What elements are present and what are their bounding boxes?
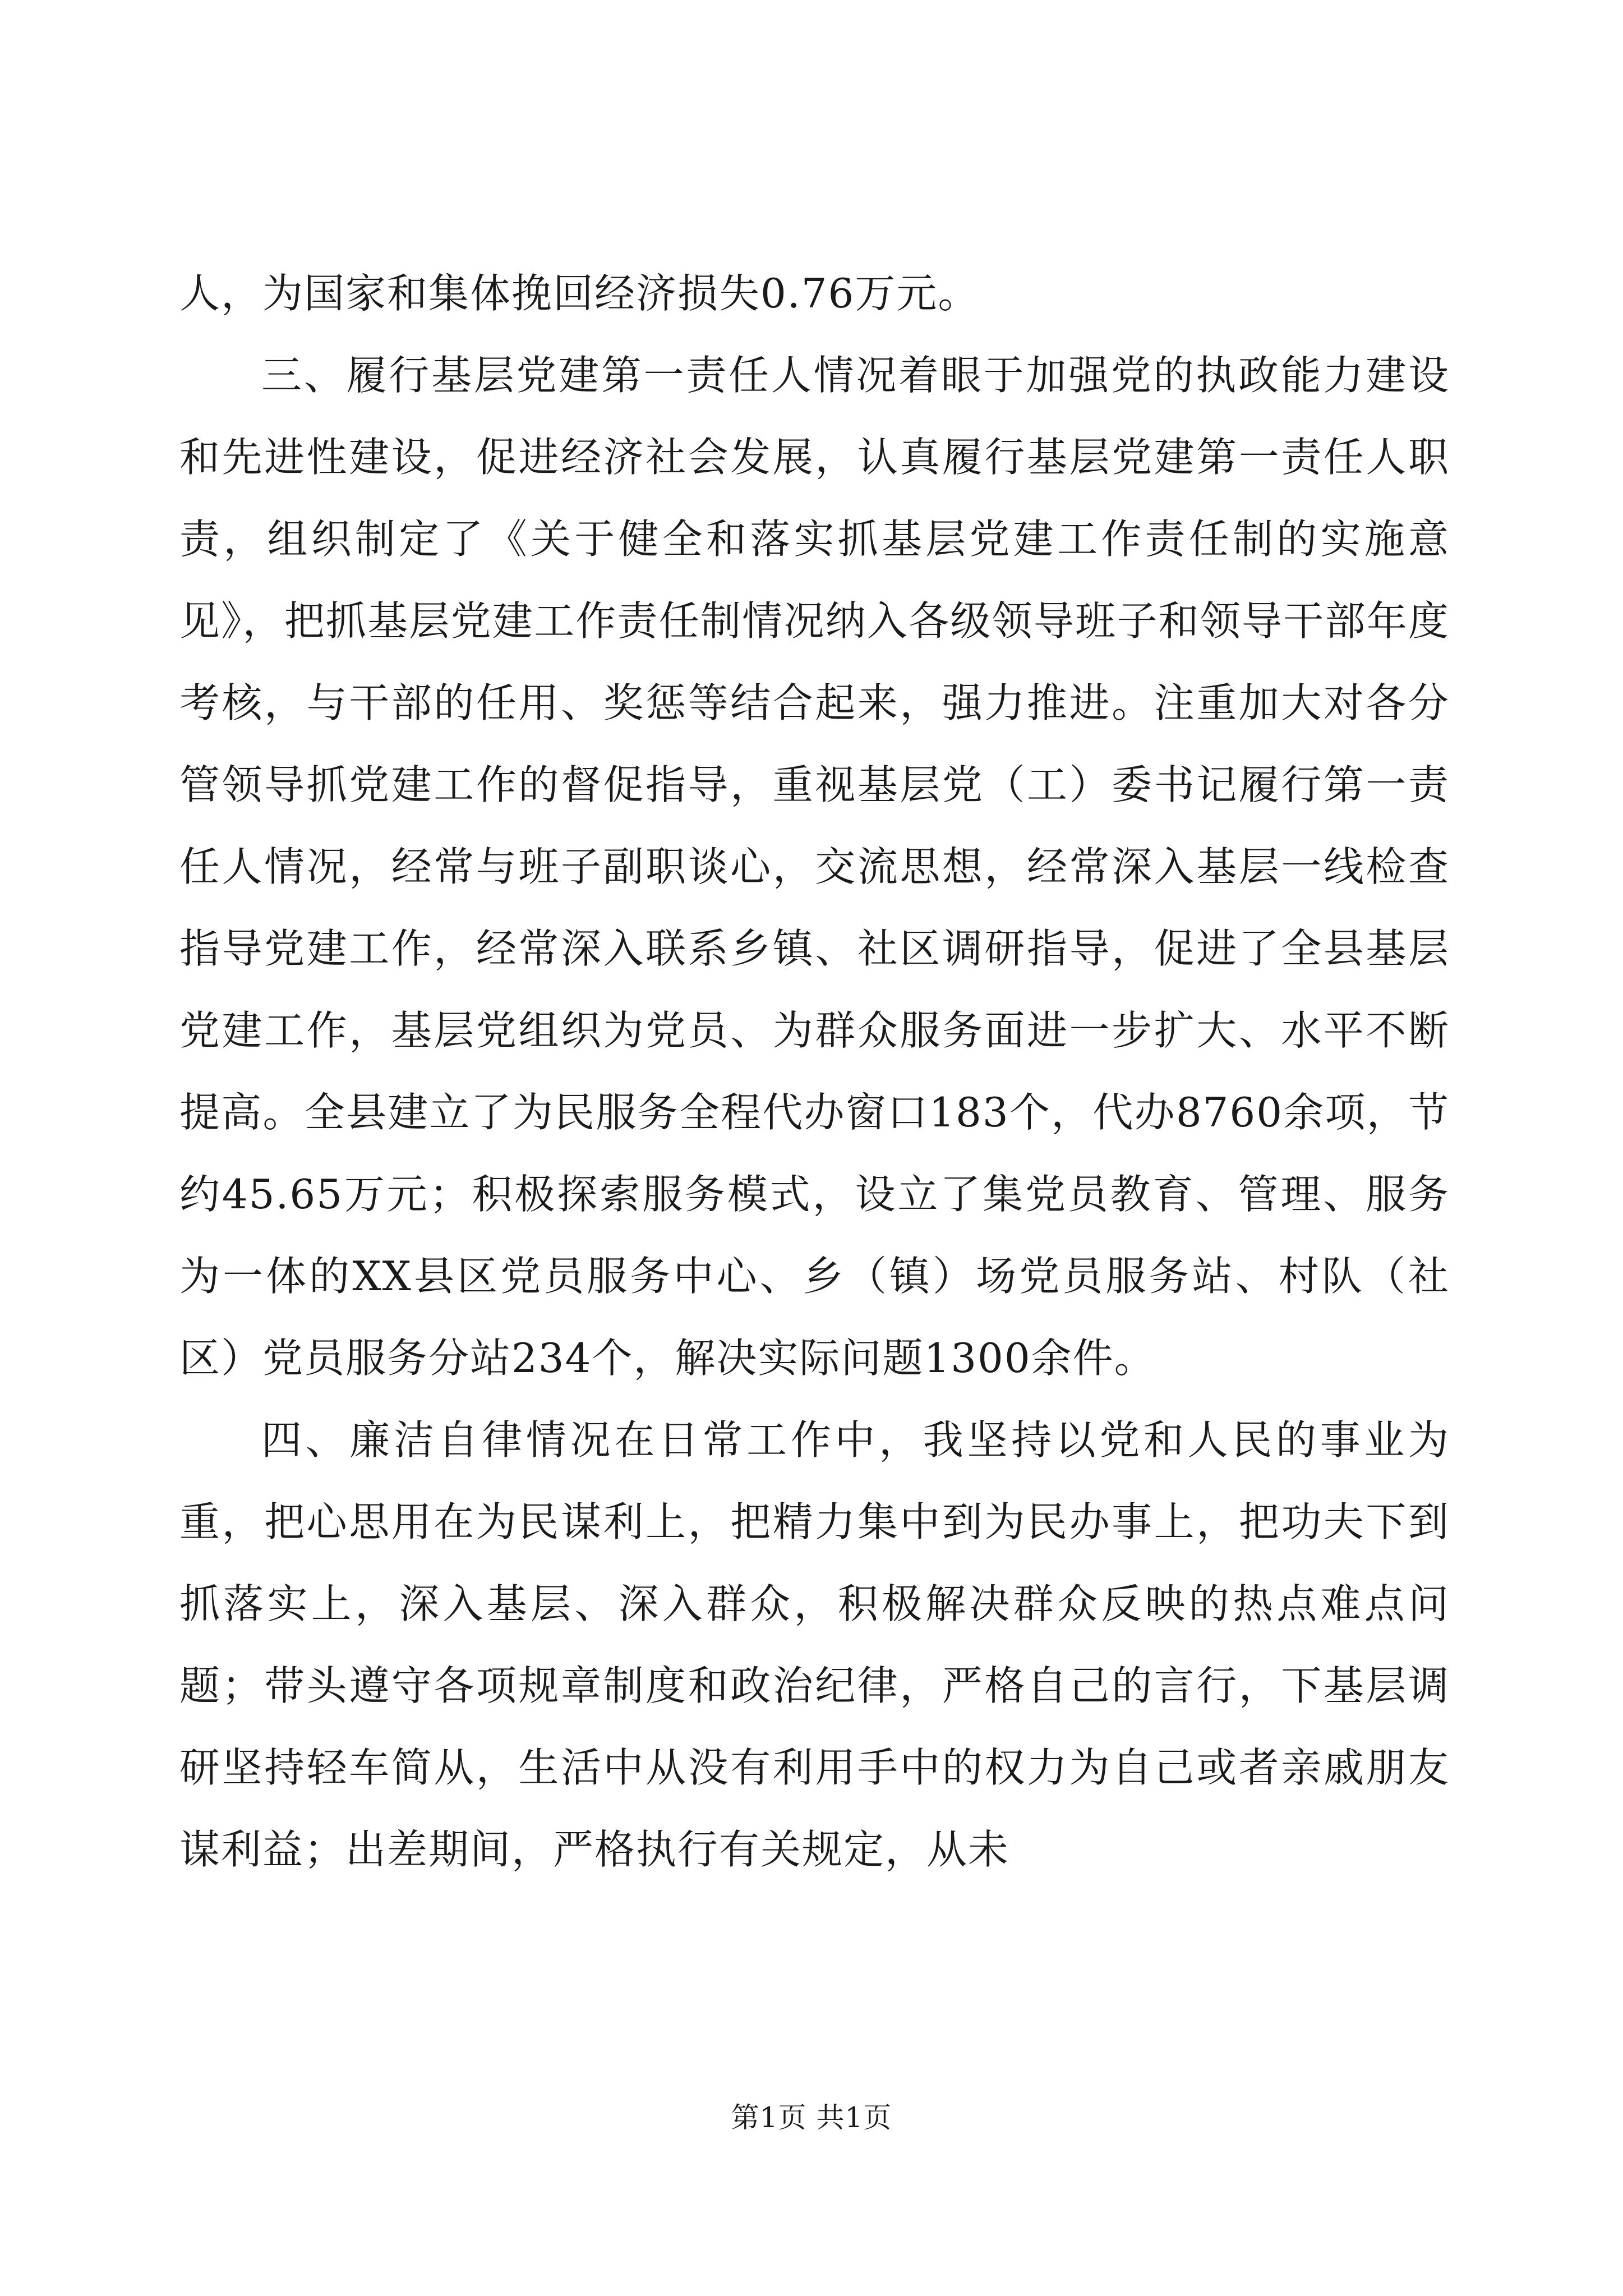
paragraph-integrity-self-discipline: 四、廉洁自律情况在日常工作中，我坚持以党和人民的事业为重，把心思用在为民谋利上，把精力集中到为民办事上，把功夫下到抓落实上，深入基层、深入群众，积极解决群众反映的热点难点问题；带头遵守各项规章制度和政治纪律，严格自己的言行，下基层调研坚持轻车简从，生活中从没有利用手中的权力为自己或者亲戚朋友谋利益；出差期间，严格执行有关规定，从未	[179, 1416, 1450, 1873]
paragraph-continuation: 人，为国家和集体挽回经济损失0.76万元。	[179, 270, 980, 317]
paragraph-party-building-responsibility: 三、履行基层党建第一责任人情况着眼于加强党的执政能力建设和先进性建设，促进经济社会发展，认真履行基层党建第一责任人职责，组织制定了《关于健全和落实抓基层党建工作责任制的实施意见》，把抓基层党建工作责任制情况纳入各级领导班子和领导干部年度考核，与干部的任用、奖惩等结合起来，强力推进。注重加大对各分管领导抓党建工作的督促指导，重视基层党（工）委书记履行第一责任人情况，经常与班子副职谈心，交流思想，经常深入基层一线检查指导党建工作，经常深入联系乡镇、社区调研指导，促进了全县基层党建工作，基层党组织为党员、为群众服务面进一步扩大、水平不断提高。全县建立了为民服务全程代办窗口183个，代办8760余项，节约45.65万元；积极探索服务模式，设立了集党员教育、管理、服务为一体的XX县区党员服务中心、乡（镇）场党员服务站、村队（社区）党员服务分站234个，解决实际问题1300余件。	[179, 352, 1450, 1382]
document-body	[179, 252, 1450, 1890]
page-number-footer: 第1页 共1页	[731, 2101, 892, 2134]
